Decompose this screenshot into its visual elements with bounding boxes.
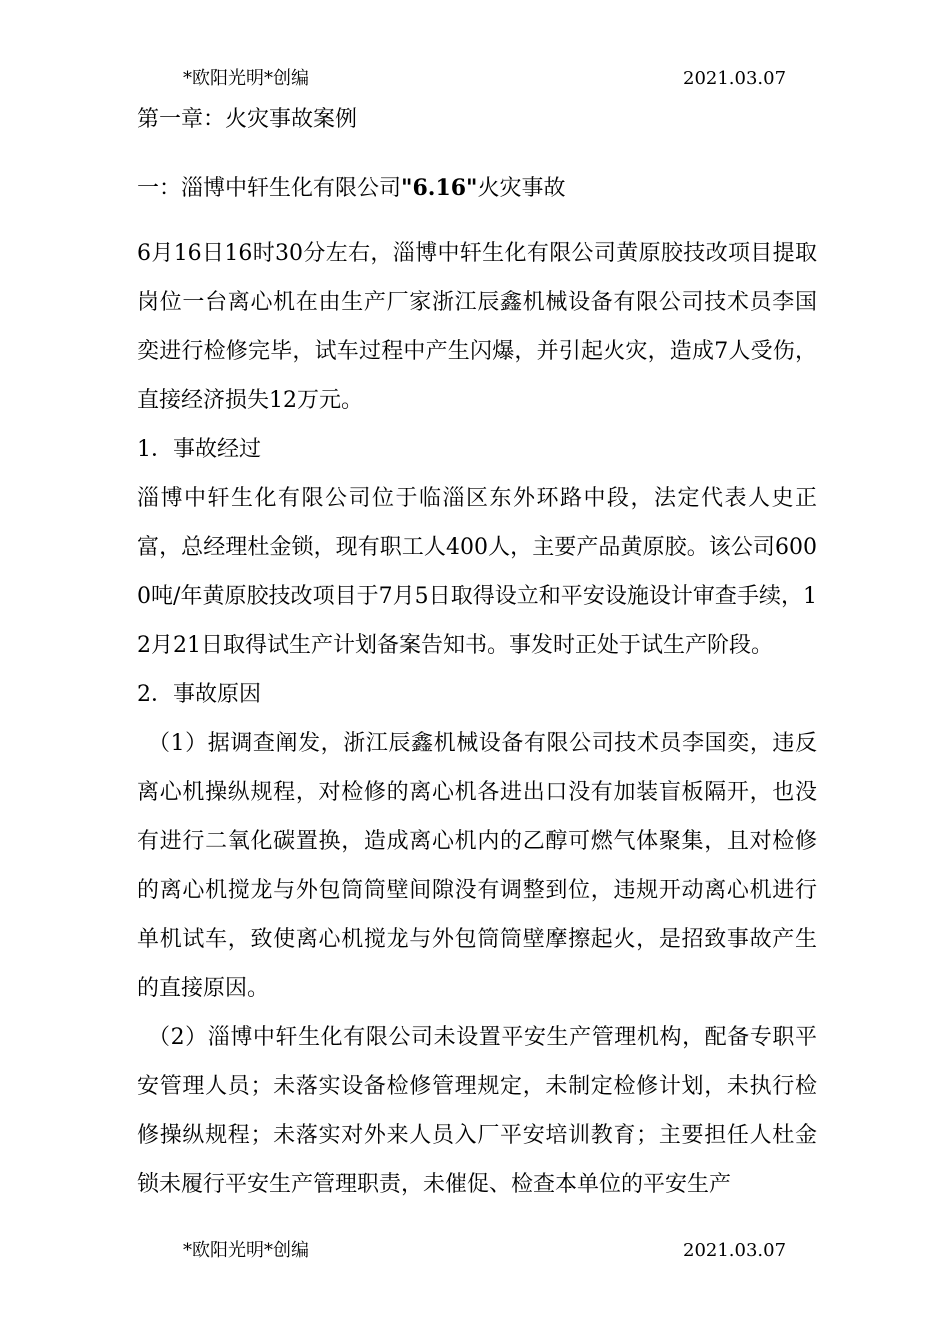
accident-cause-heading: 2．事故原因 [137, 682, 261, 707]
cause-paragraph-1: （1）据调查阐发，浙江辰鑫机械设备有限公司技术员李国奕，违反离心机操纵规程，对检修的离心机各进出口没有加装盲板隔开，也没有进行二氧化碳置换，造成离心机内的乙醇可燃气体聚集，且对检修的离心机搅龙与外包筒筒壁间隙没有调整到位，违规开动离心机进行单机试车，致使离心机搅龙与外包筒筒壁摩擦起火，是招致事故产生的直接原因。 [137, 731, 817, 1001]
section-title-prefix: 一：淄博中轩生化有限公司 [137, 176, 402, 201]
section-title [137, 168, 817, 209]
accident-process-heading: 1．事故经过 [137, 437, 261, 462]
cause-paragraph-2: （2）淄博中轩生化有限公司未设置平安生产管理机构，配备专职平安管理人员；未落实设备检修管理规定，未制定检修计划，未执行检修操纵规程；未落实对外来人员入厂平安培训教育；主要担任人杜金锁未履行平安生产管理职责，未催促、检查本单位的平安生产 [137, 1025, 817, 1197]
section-title-date: "6.16" [401, 175, 478, 201]
header-author: *欧阳光明*创编 [183, 68, 309, 89]
document-body [137, 100, 817, 1209]
footer-author: *欧阳光明*创编 [183, 1240, 309, 1261]
section-title-suffix: 火灾事故 [477, 176, 566, 201]
header-date: 2021.03.07 [683, 68, 787, 89]
chapter-title: 第一章：火灾事故案例 [137, 107, 358, 132]
footer-date: 2021.03.07 [683, 1240, 787, 1261]
intro-paragraph: 6月16日16时30分左右，淄博中轩生化有限公司黄原胶技改项目提取岗位一台离心机在由生产厂家浙江辰鑫机械设备有限公司技术员李国奕进行检修完毕，试车过程中产生闪爆，并引起火灾，造成7人受伤，直接经济损失12万元。 [137, 241, 817, 413]
accident-process-paragraph: 淄博中轩生化有限公司位于临淄区东外环路中段，法定代表人史正富，总经理杜金锁，现有职工人400人，主要产品黄原胶。该公司6000吨/年黄原胶技改项目于7月5日取得设立和平安设施设计审查手续，12月21日取得试生产计划备案告知书。事发时正处于试生产阶段。 [137, 486, 817, 658]
